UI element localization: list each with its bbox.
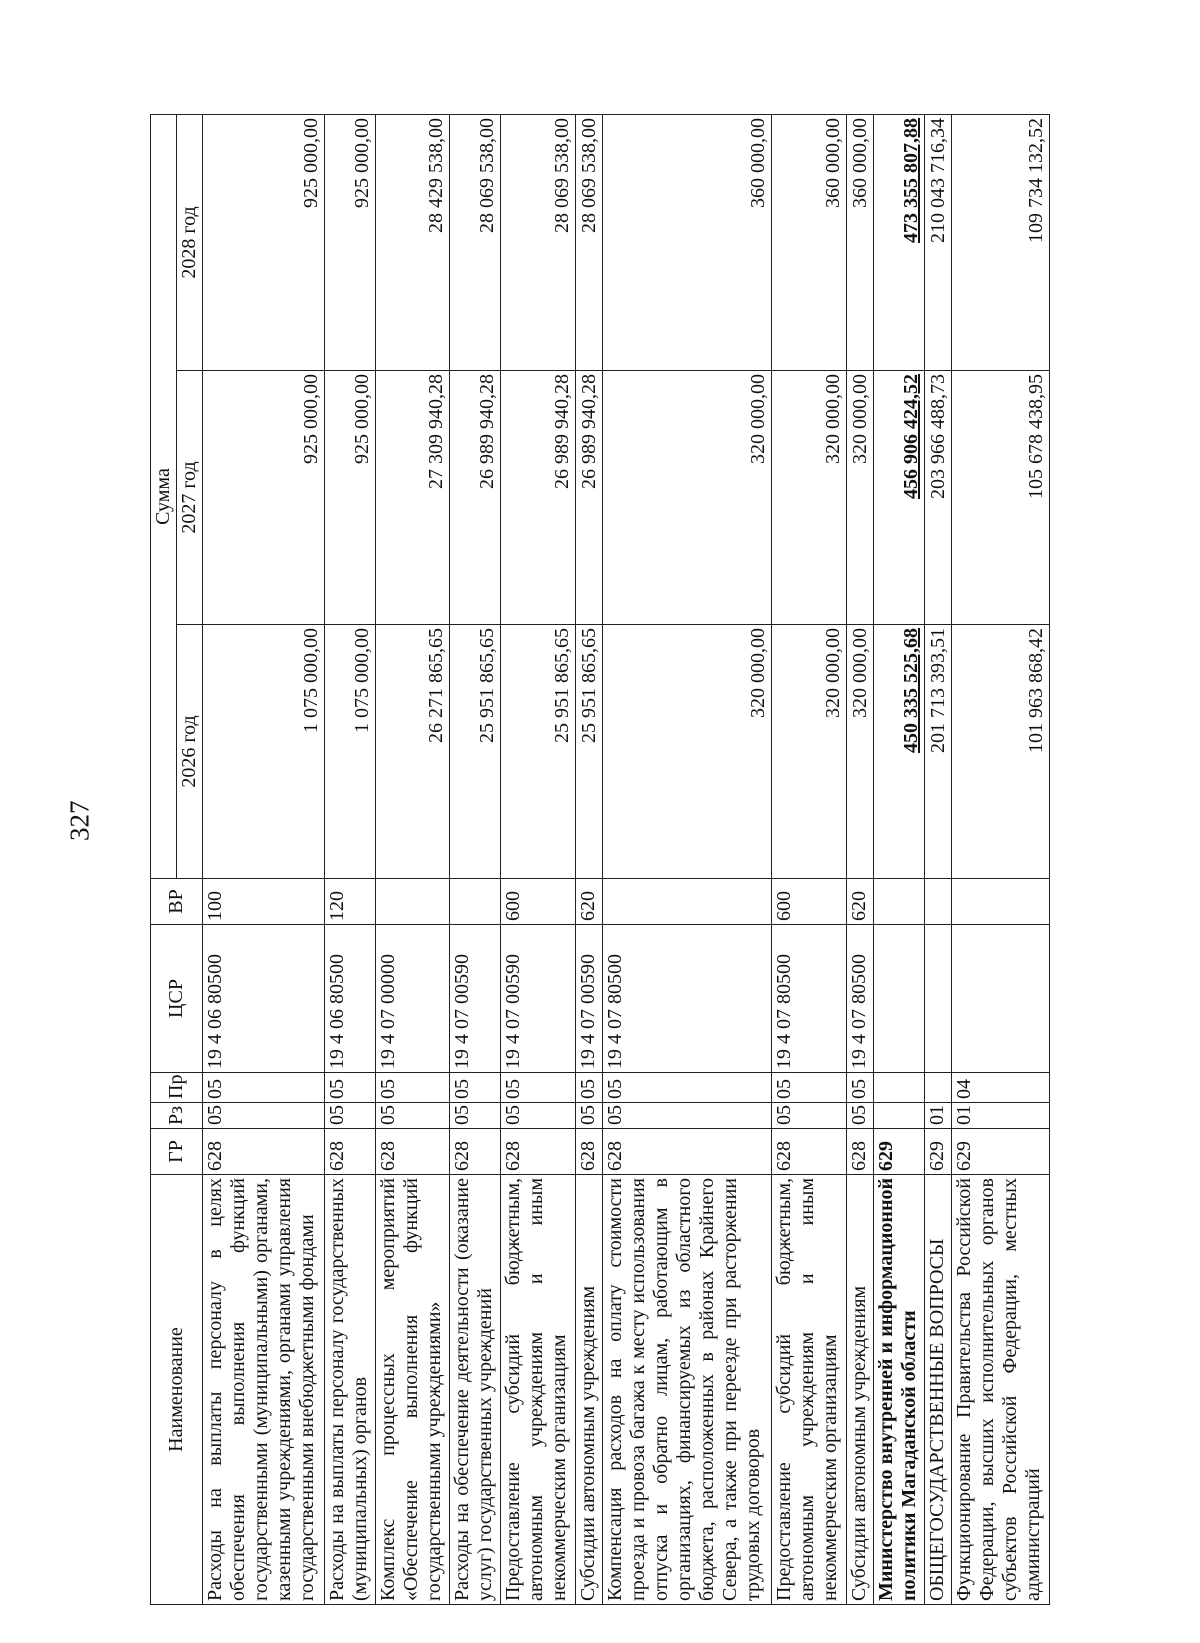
row-vr — [602, 879, 772, 925]
row-2026: 320 000,00 — [847, 625, 874, 879]
row-2028: 925 000,00 — [203, 114, 325, 370]
row-gr: 629 — [924, 1129, 951, 1175]
row-2028: 360 000,00 — [602, 114, 772, 370]
row-gr: 628 — [602, 1129, 772, 1175]
row-2026: 1 075 000,00 — [203, 625, 325, 879]
header-gr: ГР — [151, 1129, 203, 1175]
row-2028: 473 355 807,88 — [873, 114, 924, 370]
row-2028: 28 069 538,00 — [575, 114, 602, 370]
row-vr: 120 — [325, 879, 376, 925]
row-2027: 320 000,00 — [847, 371, 874, 625]
row-vr — [873, 879, 924, 925]
row-csr: 19 4 06 80500 — [203, 925, 325, 1073]
row-csr — [873, 925, 924, 1073]
row-name: Функционирование Правительства Российской Федерации, высших исполнительных органов субъектов Российской Федерации, местных администраций — [951, 1175, 1049, 1605]
row-csr: 19 4 07 00590 — [450, 925, 501, 1073]
row-csr — [951, 925, 1049, 1073]
row-pr: 05 — [575, 1073, 602, 1103]
row-2028: 28 429 538,00 — [375, 114, 450, 370]
table-row — [847, 114, 874, 1604]
row-gr: 628 — [575, 1129, 602, 1175]
row-2027: 26 989 940,28 — [575, 371, 602, 625]
row-pr: 05 — [847, 1073, 874, 1103]
row-vr — [924, 879, 951, 925]
row-2028: 360 000,00 — [847, 114, 874, 370]
row-gr: 628 — [203, 1129, 325, 1175]
row-rz: 05 — [375, 1103, 450, 1129]
row-csr: 19 4 06 80500 — [325, 925, 376, 1073]
row-csr: 19 4 07 80500 — [602, 925, 772, 1073]
row-pr: 04 — [951, 1073, 1049, 1103]
row-name: Расходы на обеспечение деятельности (оказание услуг) государственных учреждений — [450, 1175, 501, 1605]
row-gr: 628 — [501, 1129, 576, 1175]
row-2028: 925 000,00 — [325, 114, 376, 370]
budget-table — [150, 114, 1050, 1605]
row-vr: 600 — [772, 879, 847, 925]
row-vr: 100 — [203, 879, 325, 925]
row-2027: 925 000,00 — [203, 371, 325, 625]
row-csr: 19 4 07 80500 — [847, 925, 874, 1073]
row-name: Компенсация расходов на оплату стоимости проезда и провоза багажа к месту использования отпуска и обратно лицам, работающим в организациях, финансируемых из областного бюджета, расположенных в районах Крайнего Севера, а также при переезде при расторжении трудовых договоров — [602, 1175, 772, 1605]
row-vr: 620 — [847, 879, 874, 925]
row-rz: 05 — [450, 1103, 501, 1129]
row-2027: 925 000,00 — [325, 371, 376, 625]
table-row — [575, 114, 602, 1604]
row-2026: 101 963 868,42 — [951, 625, 1049, 879]
row-2026: 320 000,00 — [772, 625, 847, 879]
table-row — [501, 114, 576, 1604]
header-vr: ВР — [151, 879, 203, 925]
row-vr — [375, 879, 450, 925]
row-pr: 05 — [325, 1073, 376, 1103]
table-row — [772, 114, 847, 1604]
row-rz: 01 — [924, 1103, 951, 1129]
row-name: Субсидии автономным учреждениям — [575, 1175, 602, 1605]
row-2026: 201 713 393,51 — [924, 625, 951, 879]
row-2028: 28 069 538,00 — [450, 114, 501, 370]
row-pr: 05 — [375, 1073, 450, 1103]
row-name: Субсидии автономным учреждениям — [847, 1175, 874, 1605]
row-2027: 320 000,00 — [602, 371, 772, 625]
row-gr: 628 — [847, 1129, 874, 1175]
table-row-ministry-total — [873, 114, 924, 1604]
row-name: Комплекс процессных мероприятий «Обеспечение выполнения функций государственными учреждениями» — [375, 1175, 450, 1605]
row-2026: 25 951 865,65 — [450, 625, 501, 879]
header-name: Наименование — [151, 1175, 203, 1605]
row-2026: 320 000,00 — [602, 625, 772, 879]
row-rz: 05 — [325, 1103, 376, 1129]
row-gr: 629 — [873, 1129, 924, 1175]
row-rz: 05 — [602, 1103, 772, 1129]
row-vr: 600 — [501, 879, 576, 925]
row-csr: 19 4 07 00000 — [375, 925, 450, 1073]
row-2026: 1 075 000,00 — [325, 625, 376, 879]
row-gr: 628 — [450, 1129, 501, 1175]
row-name: Предоставление субсидий бюджетным, автономным учреждениям и иным некоммерческим организациям — [501, 1175, 576, 1605]
row-vr: 620 — [575, 879, 602, 925]
row-2028: 210 043 716,34 — [924, 114, 951, 370]
row-gr: 628 — [375, 1129, 450, 1175]
row-gr: 629 — [951, 1129, 1049, 1175]
header-csr: ЦСР — [151, 925, 203, 1073]
row-pr: 05 — [203, 1073, 325, 1103]
header-2027: 2027 год — [177, 371, 203, 625]
table-row — [325, 114, 376, 1604]
row-rz: 01 — [951, 1103, 1049, 1129]
table-row — [450, 114, 501, 1604]
row-pr: 05 — [602, 1073, 772, 1103]
row-2027: 27 309 940,28 — [375, 371, 450, 625]
row-name: Расходы на выплаты персоналу государственных (муниципальных) органов — [325, 1175, 376, 1605]
row-pr: 05 — [450, 1073, 501, 1103]
row-rz: 05 — [772, 1103, 847, 1129]
table-row — [951, 114, 1049, 1604]
row-csr — [924, 925, 951, 1073]
row-2026: 25 951 865,65 — [575, 625, 602, 879]
row-name: ОБЩЕГОСУДАРСТВЕННЫЕ ВОПРОСЫ — [924, 1175, 951, 1605]
row-2027: 26 989 940,28 — [501, 371, 576, 625]
row-vr — [951, 879, 1049, 925]
row-rz: 05 — [203, 1103, 325, 1129]
row-vr — [450, 879, 501, 925]
row-rz: 05 — [575, 1103, 602, 1129]
row-2027: 203 966 488,73 — [924, 371, 951, 625]
page-number: 327 — [64, 800, 95, 841]
row-2027: 456 906 424,52 — [873, 371, 924, 625]
header-2028: 2028 год — [177, 114, 203, 370]
table-row — [203, 114, 325, 1604]
row-csr: 19 4 07 00590 — [575, 925, 602, 1073]
row-2028: 360 000,00 — [772, 114, 847, 370]
row-2027: 320 000,00 — [772, 371, 847, 625]
header-sum: Сумма — [151, 114, 177, 878]
row-name: Расходы на выплаты персоналу в целях обеспечения выполнения функций государственными (муниципальными) органами, казенными учреждениями, органами управления государственными внебюджетными фондами — [203, 1175, 325, 1605]
row-pr — [924, 1073, 951, 1103]
row-gr: 628 — [325, 1129, 376, 1175]
budget-table-rotated — [150, 115, 1050, 1605]
row-2026: 450 335 525,68 — [873, 625, 924, 879]
row-csr: 19 4 07 80500 — [772, 925, 847, 1073]
row-csr: 19 4 07 00590 — [501, 925, 576, 1073]
header-pr: Пр — [151, 1073, 203, 1103]
row-name: Министерство внутренней и информационной политики Магаданской области — [873, 1175, 924, 1605]
row-2026: 26 271 865,65 — [375, 625, 450, 879]
row-rz — [873, 1103, 924, 1129]
table-row — [375, 114, 450, 1604]
row-pr — [873, 1073, 924, 1103]
row-2026: 25 951 865,65 — [501, 625, 576, 879]
header-2026: 2026 год — [177, 625, 203, 879]
row-2027: 105 678 438,95 — [951, 371, 1049, 625]
row-rz: 05 — [501, 1103, 576, 1129]
row-pr: 05 — [772, 1073, 847, 1103]
table-row — [602, 114, 772, 1604]
header-rz: Рз — [151, 1103, 203, 1129]
row-rz: 05 — [847, 1103, 874, 1129]
table-row — [924, 114, 951, 1604]
row-2028: 28 069 538,00 — [501, 114, 576, 370]
row-gr: 628 — [772, 1129, 847, 1175]
row-2028: 109 734 132,52 — [951, 114, 1049, 370]
row-pr: 05 — [501, 1073, 576, 1103]
row-name: Предоставление субсидий бюджетным, автономным учреждениям и иным некоммерческим организациям — [772, 1175, 847, 1605]
row-2027: 26 989 940,28 — [450, 371, 501, 625]
